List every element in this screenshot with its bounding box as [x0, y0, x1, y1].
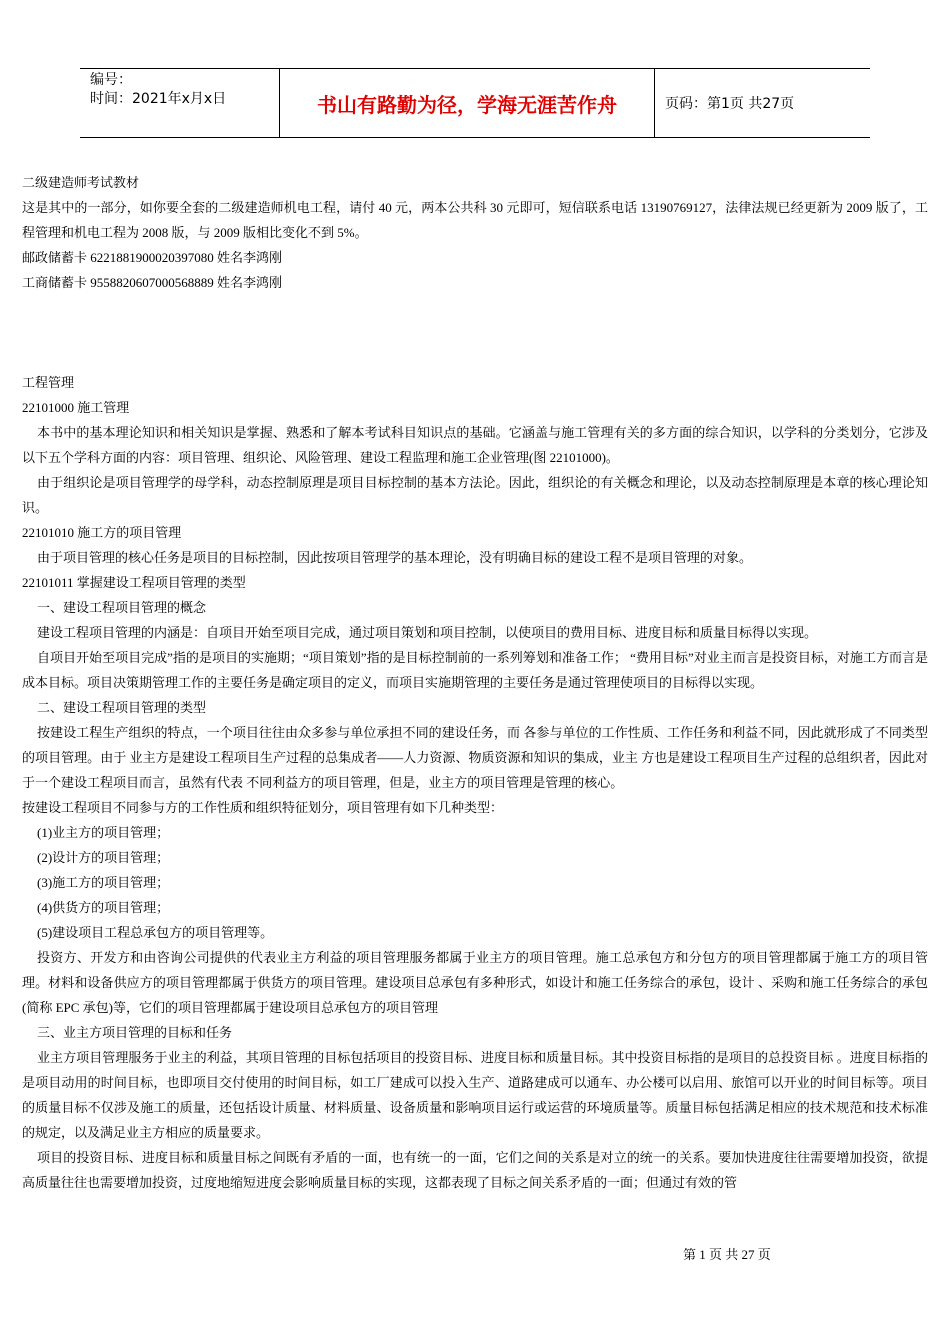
header-meta	[80, 69, 280, 137]
section-heading: 22101000 施工管理	[22, 400, 130, 415]
section-heading: 22101011 掌握建设工程项目管理的类型	[22, 575, 246, 590]
list-item: (2)设计方的项目管理；	[37, 850, 170, 865]
paragraph: 由于组织论是项目管理学的母学科，动态控制原理是项目目标控制的基本方法论。因此，组织论的有关概念和理论，以及动态控制原理是本章的核心理论知识。	[22, 475, 928, 515]
paragraph: 自项目开始至项目完成”指的是项目的实施期；“项目策划”指的是目标控制前的一系列筹划和准备工作； “费用目标”对业主而言是投资目标，对施工方而言是成本目标。项目决策期管理工作的主要任务是确定项目的定义，而项目实施期管理的主要任务是通过管理使项目的目标得以实现。	[22, 650, 928, 690]
paragraph: 建设工程项目管理的内涵是：自项目开始至项目完成，通过项目策划和项目控制，以使项目的费用目标、进度目标和质量目标得以实现。	[37, 625, 818, 640]
paragraph: 投资方、开发方和由咨询公司提供的代表业主方利益的项目管理服务都属于业主方的项目管理。施工总承包方和分包方的项目管理都属于施工方的项目管理。材料和设备供应方的项目管理都属于供货方的项目管理。建设项目总承包有多种形式，如设计和施工任务综合的承包，设计 、采购和施工任务综合的承包(简称 EPC 承包)等，它们的项目管理都属于建设项目总承包方的项目管理	[22, 950, 928, 1015]
document-body	[22, 170, 928, 1195]
subheading: 三、业主方项目管理的目标和任务	[37, 1025, 233, 1040]
subheading: 一、建设工程项目管理的概念	[37, 600, 207, 615]
paragraph: 项目的投资目标、进度目标和质量目标之间既有矛盾的一面，也有统一的一面，它们之间的关系是对立的统一的关系。要加快进度往往需要增加投资，欲提高质量往往也需要增加投资，过度地缩短进度会影响质量目标的实现，这都表现了目标之间关系矛盾的一面；但通过有效的管	[22, 1150, 928, 1190]
list-item: (4)供货方的项目管理；	[37, 900, 170, 915]
section-title: 工程管理	[22, 375, 75, 390]
intro-paragraph: 这是其中的一部分，如你要全套的二级建造师机电工程，请付 40 元，两本公共科 30 元即可，短信联系电话 13190769127，法律法规已经更新为 2009 版了，工程管理和机电工程为 2008 版，与 2009 版相比变化不到 5%。	[22, 200, 928, 240]
subheading: 二、建设工程项目管理的类型	[37, 700, 207, 715]
intro-title: 二级建造师考试教材	[22, 175, 140, 190]
paragraph: 由于项目管理的核心任务是项目的目标控制，因此按项目管理学的基本理论，没有明确目标的建设工程不是项目管理的对象。	[37, 550, 753, 565]
header-page-label: 页码：第1页 共27页	[665, 96, 795, 112]
paragraph: 本书中的基本理论知识和相关知识是掌握、熟悉和了解本考试科目知识点的基础。它涵盖与施工管理有关的多方面的综合知识，以学科的分类划分，它涉及以下五个学科方面的内容：项目管理、组织论、风险管理、建设工程监理和施工企业管理(图 22101000)。	[22, 425, 928, 465]
spacer	[22, 295, 928, 370]
list-item: (1)业主方的项目管理；	[37, 825, 170, 840]
page-header	[80, 68, 870, 138]
list-item: (5)建设项目工程总承包方的项目管理等。	[37, 925, 274, 940]
paragraph: 业主方项目管理服务于业主的利益，其项目管理的目标包括项目的投资目标、进度目标和质量目标。其中投资目标指的是项目的总投资目标 。进度目标指的是项目动用的时间目标，也即项目交付使用的时间目标，如工厂建成可以投入生产、道路建成可以通车、办公楼可以启用、旅馆可以开业的时间目标等。项目的质量目标不仅涉及施工的质量，还包括设计质量、材料质量、设备质量和影响项目运行或运营的环境质量等。质量目标包括满足相应的技术规范和技术标准的规定，以及满足业主方相应的质量要求。	[22, 1050, 928, 1140]
document-time-label: 时间：2021年x月x日	[90, 91, 227, 107]
paragraph: 按建设工程生产组织的特点，一个项目往往由众多参与单位承担不同的建设任务，而 各参与单位的工作性质、工作任务和利益不同，因此就形成了不同类型的项目管理。由于 业主方是建设工程项目生产过程的总集成者——人力资源、物质资源和知识的集成，业主 方也是建设工程项目生产过程的总组织者，因此对于一个建设工程项目而言，虽然有代表 不同利益方的项目管理，但是，业主方的项目管理是管理的核心。	[22, 725, 928, 790]
list-item: (3)施工方的项目管理；	[37, 875, 170, 890]
section-heading: 22101010 施工方的项目管理	[22, 525, 182, 540]
intro-bank-card-postal: 邮政储蓄卡 6221881900020397080 姓名李鸿刚	[22, 250, 283, 265]
header-motto: 书山有路勤为径，学海无涯苦作舟	[280, 69, 655, 137]
paragraph: 按建设工程项目不同参与方的工作性质和组织特征划分，项目管理有如下几种类型：	[22, 800, 504, 815]
intro-bank-card-icbc: 工商储蓄卡 9558820607000568889 姓名李鸿刚	[22, 275, 283, 290]
page-footer: 第 1 页 共 27 页	[683, 1247, 771, 1262]
document-number-label: 编号：	[90, 72, 132, 88]
